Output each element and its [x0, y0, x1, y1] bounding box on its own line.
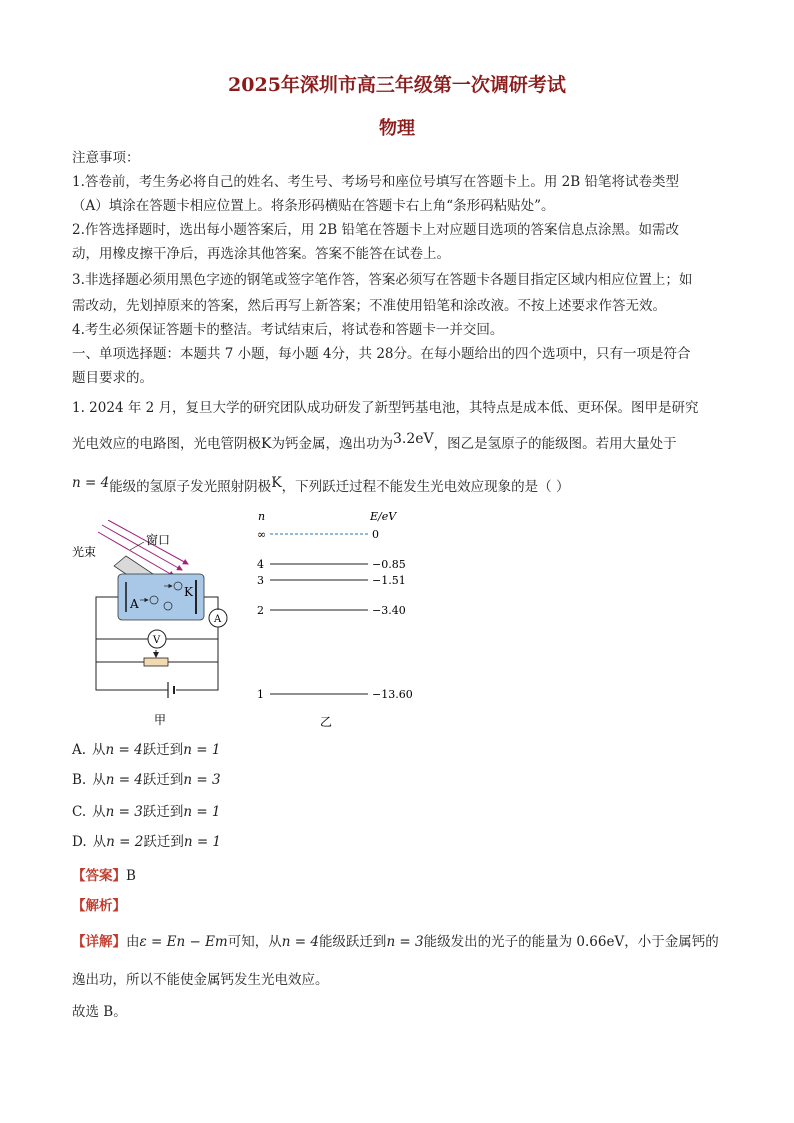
energy-level-value-2: −1.51 — [372, 574, 406, 587]
note-3b: 需改动，先划掉原来的答案，然后再写上新答案；不准使用铅笔和涂改液。不按上述要求作答无效。 — [72, 298, 666, 314]
work-function: 3.2eV — [392, 431, 434, 447]
question-line-2: 光电效应的电路图，光电管阴极K为钙金属，逸出功为3.2eV，图乙是氢原子的能级图。若用大量处于 — [72, 431, 677, 452]
note-1b: （A）填涂在答题卡相应位置上。将条形码横贴在答题卡右上角“条形码粘贴处”。 — [72, 198, 555, 214]
n-axis-label: n — [258, 510, 266, 523]
energy-level-n-4: 1 — [257, 688, 264, 701]
exam-title: 2025年深圳市高三年级第一次调研考试 — [228, 74, 566, 96]
cathode-symbol: K — [261, 436, 272, 452]
option-1: B. 从n = 4跃迁到n = 3 — [72, 772, 221, 788]
light-beam-label: 光束 — [72, 545, 97, 559]
energy-level-value-3: −3.40 — [372, 604, 406, 617]
photoelectric-circuit-figure — [68, 520, 248, 730]
analysis-tag: 【解析】 — [72, 898, 126, 914]
energy-level-value-4: −13.60 — [372, 688, 413, 701]
anode-label: A — [130, 597, 139, 611]
option-3: D. 从n = 2跃迁到n = 1 — [72, 834, 222, 850]
section-heading-a: 一、单项选择题：本题共 7 小题，每小题 4分，共 28分。在每小题给出的四个选项中，只有一项是符合 — [72, 346, 691, 362]
energy-level-n-2: 3 — [257, 574, 264, 587]
energy-level-n-1: 4 — [257, 558, 264, 571]
energy-formula: ε = En − Em — [139, 934, 228, 950]
voltmeter-label: V — [153, 635, 161, 646]
energy-level-n-0: ∞ — [257, 528, 267, 541]
note-4: 4.考生必须保证答题卡的整洁。考试结束后，将试卷和答题卡一并交回。 — [72, 322, 504, 338]
energy-axis-label: E/eV — [370, 510, 397, 523]
detail-line-2: 逸出功，所以不能使金属钙发生光电效应。 — [72, 972, 329, 988]
energy-level-n-3: 2 — [257, 604, 264, 617]
detail-line-3: 故选 B。 — [72, 1004, 127, 1020]
analysis-line — [72, 896, 126, 916]
answer-tag: 【答案】 — [72, 868, 126, 884]
cathode-symbol-2: K — [271, 475, 282, 491]
level-n4: n = 4 — [72, 475, 110, 491]
notes-heading: 注意事项： — [72, 150, 140, 166]
rheostat-icon — [144, 658, 168, 666]
note-2a: 2.作答选择题时，选出每小题答案后，用 2B 铅笔在答题卡上对应题目选项的答案信息点涂黑。如需改 — [72, 222, 679, 238]
answer-line — [72, 866, 136, 886]
answer-value: B — [126, 868, 136, 884]
detail-line-1: 【详解】由ε = En − Em可知，从n = 4能级跃迁到n = 3能级发出的光子的能量为 0.66eV，小于金属钙的 — [72, 934, 719, 950]
cathode-label: K — [184, 585, 193, 599]
ammeter-label: A — [214, 614, 222, 625]
note-2b: 动，用橡皮擦干净后，再选涂其他答案。答案不能答在试卷上。 — [72, 246, 450, 262]
section-heading-b: 题目要求的。 — [72, 370, 153, 386]
energy-level-value-1: −0.85 — [372, 558, 406, 571]
question-line-3: n = 4能级的氢原子发光照射阴极K，下列跃迁过程不能发生光电效应现象的是（ ） — [72, 475, 570, 495]
energy-level-diagram — [250, 504, 430, 730]
question-line-1: 1. 2024 年 2 月，复旦大学的研究团队成功研发了新型钙基电池，其特点是成本低、更环保。图甲是研究 — [72, 400, 699, 416]
note-3a: 3.非选择题必须用黑色字迹的钢笔或签字笔作答，答案必须写在答题卡各题目指定区域内相应位置上；如 — [72, 272, 693, 288]
exam-subject: 物理 — [379, 118, 415, 139]
detail-tag: 【详解】 — [72, 934, 126, 950]
window-label: 窗口 — [146, 533, 171, 547]
option-2: C. 从n = 3跃迁到n = 1 — [72, 804, 221, 820]
energy-level-value-0: 0 — [372, 528, 379, 541]
note-1a: 1.答卷前，考生务必将自己的姓名、考生号、考场号和座位号填写在答题卡上。用 2B 铅笔将试卷类型 — [72, 174, 679, 190]
figure-caption-jia: 甲 — [154, 713, 167, 727]
option-0: A. 从n = 4跃迁到n = 1 — [72, 742, 221, 758]
figure-caption-yi: 乙 — [320, 715, 333, 729]
